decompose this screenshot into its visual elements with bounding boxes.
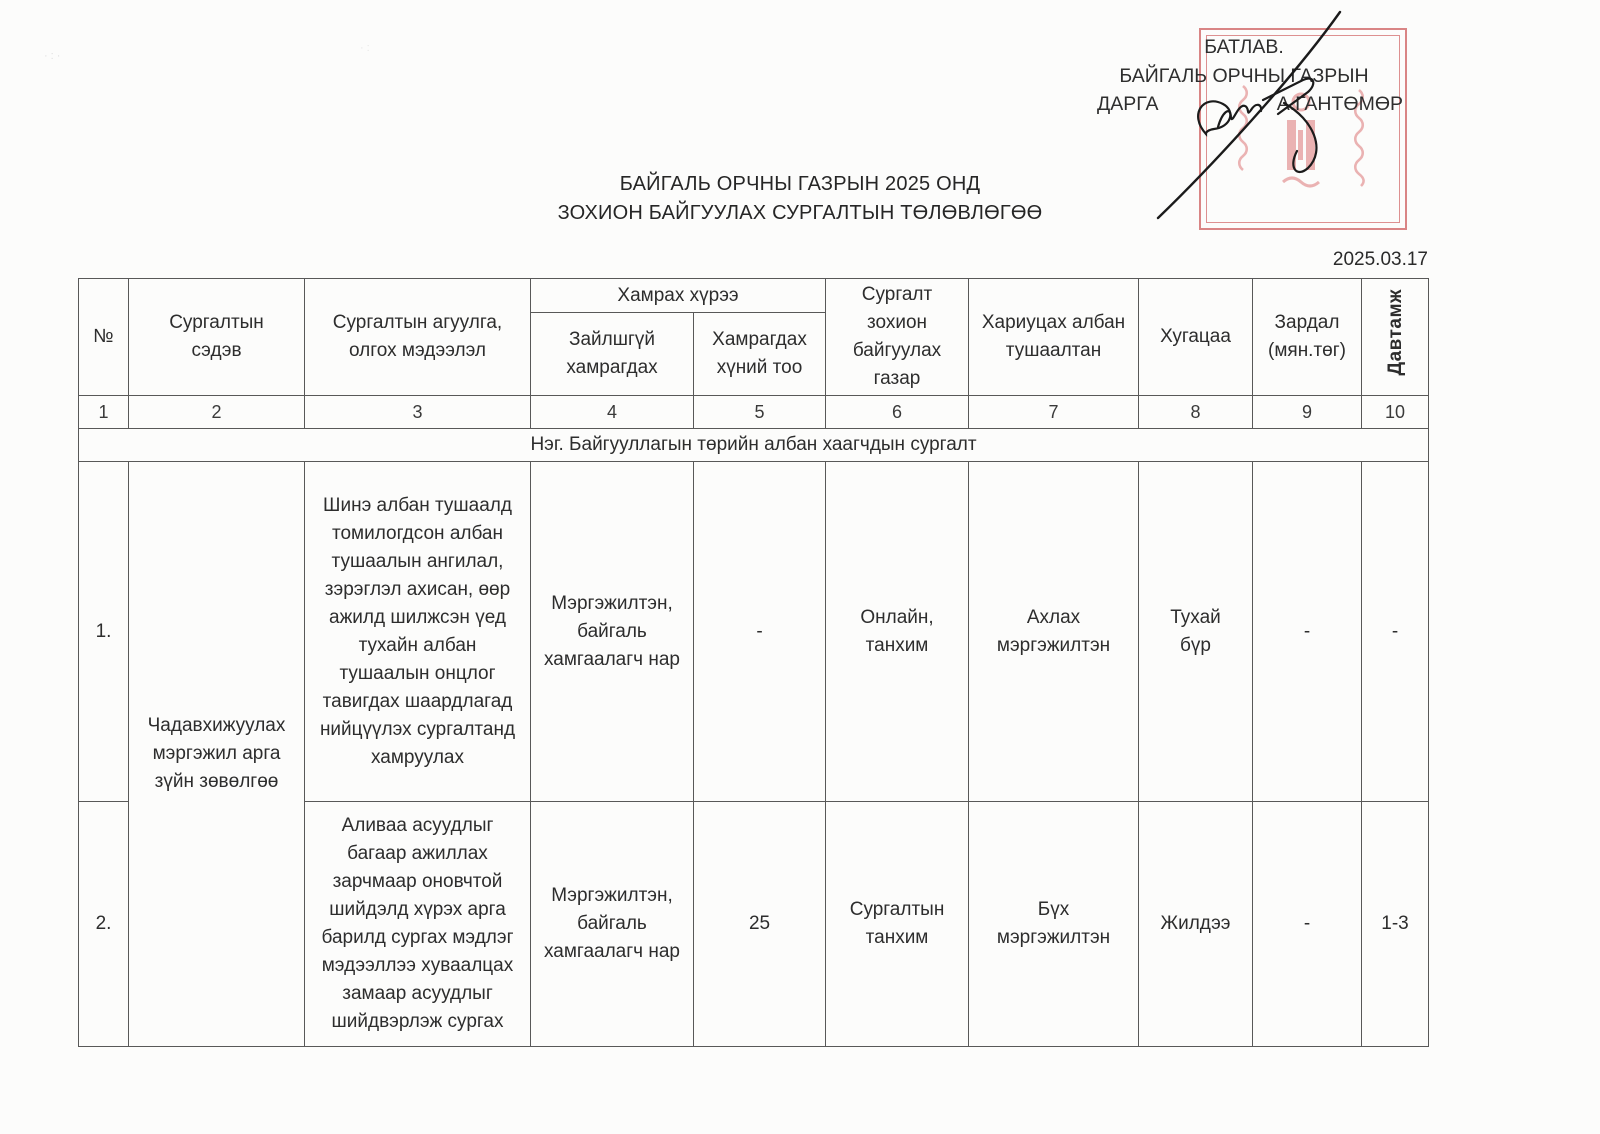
col-header-duration bbox=[1139, 279, 1253, 396]
cell-responsible-text: Ахлах мэргэжилтэн bbox=[996, 606, 1111, 656]
col-header-content-label: Сургалтын агуулга, олгох мэдээлэл bbox=[332, 312, 503, 361]
approval-organization: БАЙГАЛЬ ОРЧНЫ ГАЗРЫН bbox=[1119, 64, 1369, 87]
col-header-duration-label: Хугацаа bbox=[1160, 326, 1231, 347]
cell-frequency: - bbox=[1362, 462, 1429, 802]
col-header-scope-label: Хамрах хүрээ bbox=[617, 284, 739, 306]
cell-frequency: 1-3 bbox=[1362, 802, 1429, 1047]
col-header-venue bbox=[826, 279, 969, 396]
col-header-content bbox=[305, 279, 531, 396]
column-number-row bbox=[79, 396, 1429, 429]
row-number: 1. bbox=[79, 462, 129, 802]
column-number: 6 bbox=[826, 396, 969, 429]
cell-venue-text: Сургалтын танхим bbox=[849, 899, 945, 948]
cell-cost: - bbox=[1253, 802, 1362, 1047]
col-header-scope-mandatory bbox=[531, 313, 694, 396]
cell-participant-count: 25 bbox=[694, 802, 826, 1047]
cell-duration: Жилдээ bbox=[1139, 802, 1253, 1047]
cell-responsible-text: Бүх мэргэжилтэн bbox=[996, 899, 1111, 948]
cell-topic-merged bbox=[129, 462, 305, 1047]
title-line-1: БАЙГАЛЬ ОРЧНЫ ГАЗРЫН 2025 ОНД bbox=[619, 173, 981, 195]
scan-artifact: ·:· bbox=[44, 50, 64, 62]
cell-mandatory: Мэргэжилтэн, байгаль хамгаалагч нар bbox=[531, 802, 694, 1047]
approval-position: ДАРГА bbox=[1097, 93, 1159, 115]
col-header-scope bbox=[531, 279, 826, 313]
column-number: 2 bbox=[129, 396, 305, 429]
col-header-frequency bbox=[1362, 279, 1429, 396]
col-header-frequency-label: Давтамж bbox=[1384, 289, 1406, 376]
cell-content-text: Шинэ албан тушаалд томилогдсон албан тушаалын ангилал, зэрэглэл ахисан, өөр ажилд шилжсэн үед тухайн албан тушаалын онцлог тавигдах шаардлагад нийцүүлэх сургалтанд хамруулах bbox=[319, 494, 516, 768]
cell-mandatory: Мэргэжилтэн, байгаль хамгаалагч нар bbox=[531, 462, 694, 802]
scan-artifact: ·: bbox=[360, 42, 373, 54]
cell-content-text: Аливаа асуудлыг багаар ажиллах зарчмаар оновчтой шийдэлд хүрэх арга барилд сургах мэдлэг мэдээллээ хуваалцах замаар асуудлыг шийдвэрлэж сургах bbox=[321, 815, 514, 1032]
col-header-cost-label: Зардал (мян.төг) bbox=[1268, 312, 1346, 361]
col-header-topic-label: Сургалтын сэдэв bbox=[169, 312, 264, 361]
training-plan-table bbox=[78, 278, 1429, 1047]
col-header-venue-label: Сургалт зохион байгуулах газар bbox=[852, 284, 942, 389]
approval-signer-name: А.ГАНТӨМӨР bbox=[1276, 93, 1403, 115]
cell-responsible bbox=[969, 802, 1139, 1047]
column-number: 8 bbox=[1139, 396, 1253, 429]
col-header-topic bbox=[129, 279, 305, 396]
cell-content bbox=[305, 802, 531, 1047]
column-number: 1 bbox=[79, 396, 129, 429]
approval-label: БАТЛАВ. bbox=[1204, 36, 1284, 58]
document-date: 2025.03.17 bbox=[1332, 249, 1428, 270]
col-header-responsible bbox=[969, 279, 1139, 396]
cell-content bbox=[305, 462, 531, 802]
col-header-scope-count-label: Хамрагдах хүний тоо bbox=[712, 329, 807, 379]
cell-venue-text: Онлайн, танхим bbox=[860, 606, 934, 656]
cell-duration bbox=[1139, 462, 1253, 802]
column-number: 4 bbox=[531, 396, 694, 429]
column-number: 9 bbox=[1253, 396, 1362, 429]
section-header: Нэг. Байгууллагын төрийн албан хаагчдын сургалт bbox=[79, 429, 1429, 462]
table-row bbox=[79, 462, 1429, 802]
title-line-2: ЗОХИОН БАЙГУУЛАХ СУРГАЛТЫН ТӨЛӨВЛӨГӨӨ bbox=[557, 202, 1043, 224]
col-header-scope-mandatory-label: Зайлшгүй хамрагдах bbox=[566, 329, 658, 379]
cell-participant-count: - bbox=[694, 462, 826, 802]
cell-venue bbox=[826, 802, 969, 1047]
col-header-scope-count bbox=[694, 313, 826, 396]
column-number: 3 bbox=[305, 396, 531, 429]
column-number: 5 bbox=[694, 396, 826, 429]
cell-responsible bbox=[969, 462, 1139, 802]
cell-duration-text: Тухай бүр bbox=[1170, 606, 1221, 656]
column-number: 10 bbox=[1362, 396, 1429, 429]
cell-cost: - bbox=[1253, 462, 1362, 802]
cell-venue bbox=[826, 462, 969, 802]
column-number: 7 bbox=[969, 396, 1139, 429]
signature-ink bbox=[1118, 0, 1418, 265]
col-header-cost bbox=[1253, 279, 1362, 396]
col-header-no bbox=[79, 279, 129, 396]
col-header-no-label: № bbox=[93, 326, 114, 347]
col-header-responsible-label: Хариуцах албан тушаалтан bbox=[981, 312, 1126, 361]
cell-topic-text: Чадавхижуулах мэргэжил арга зүйн зөвөлгөө bbox=[147, 715, 286, 792]
row-number: 2. bbox=[79, 802, 129, 1047]
